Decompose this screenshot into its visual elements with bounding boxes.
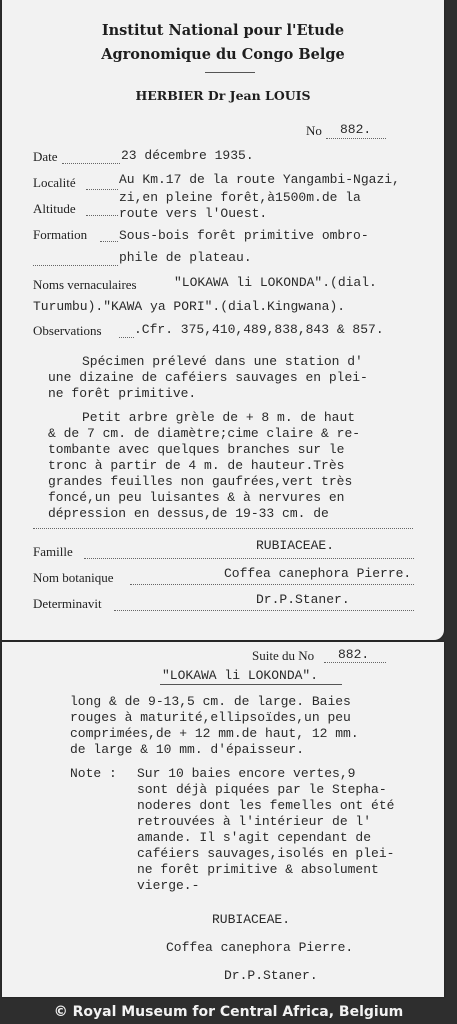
vernacular-line1: "LOKAWA li LOKONDA".(dial. bbox=[174, 275, 377, 290]
continuation-line1: long & de 9-13,5 cm. de large. Baies bbox=[70, 694, 351, 709]
continuation-title: "LOKAWA li LOKONDA". bbox=[162, 668, 319, 683]
determinavit-dotline bbox=[114, 610, 414, 611]
number-value: 882. bbox=[340, 122, 372, 137]
altitude-line: route vers l'Ouest. bbox=[119, 206, 268, 221]
continuation-line3: comprimées,de + 12 mm.de haut, 12 mm. bbox=[70, 726, 359, 741]
nom-botanique-dotline bbox=[130, 584, 414, 585]
vernacular-label: Noms vernaculaires bbox=[33, 277, 137, 292]
vernacular-line2: Turumbu)."KAWA ya PORI".(dial.Kingwana). bbox=[33, 299, 346, 314]
continuation-determinavit: Dr.P.Staner. bbox=[224, 968, 318, 983]
formation-dotline bbox=[100, 241, 118, 242]
number-dotline bbox=[326, 138, 386, 139]
localite-label: Localité bbox=[33, 175, 76, 190]
localite-dotline bbox=[86, 189, 118, 190]
nom-botanique-label: Nom botanique bbox=[33, 570, 114, 585]
herbier-title: HERBIER Dr Jean LOUIS bbox=[135, 88, 311, 103]
paragraph2-line7: dépression en dessus,de 19-33 cm. de bbox=[48, 506, 329, 521]
paragraph2-line3: tombante avec quelques branches sur le bbox=[48, 442, 345, 457]
herbarium-label-card bbox=[2, 0, 444, 640]
suite-label: Suite du No bbox=[252, 648, 315, 663]
date-value: 23 décembre 1935. bbox=[121, 148, 254, 163]
determinavit-value: Dr.P.Staner. bbox=[256, 592, 350, 607]
number-label: No bbox=[306, 123, 322, 138]
date-dotline bbox=[62, 163, 120, 164]
observations-dotline bbox=[119, 337, 134, 338]
observations-line1: .Cfr. 375,410,489,838,843 & 857. bbox=[134, 322, 384, 337]
famille-value: RUBIACEAE. bbox=[256, 538, 335, 553]
continuation-line4: de large & 10 mm. d'épaisseur. bbox=[70, 742, 305, 757]
institute-name-line1: Institut National pour l'Etude bbox=[101, 22, 345, 39]
observations-end-dotline bbox=[33, 528, 413, 529]
altitude-dotline bbox=[86, 215, 118, 216]
continuation-famille: RUBIACEAE. bbox=[212, 912, 291, 927]
paragraph2-line2: & de 7 cm. de diamètre;cime claire & re- bbox=[48, 426, 361, 441]
paragraph1-line3: ne forêt primitive. bbox=[48, 386, 197, 401]
note-label: Note : bbox=[70, 766, 117, 781]
paragraph2-line5: grandes feuilles non gaufrées,vert très bbox=[48, 474, 353, 489]
title-divider bbox=[205, 72, 255, 73]
localite-line1: Au Km.17 de la route Yangambi-Ngazi, bbox=[119, 172, 400, 187]
nom-botanique-value: Coffea canephora Pierre. bbox=[224, 566, 412, 581]
continuation-title-underline bbox=[160, 684, 342, 685]
paragraph2-line4: tronc à partir de 4 m. de hauteur.Très bbox=[48, 458, 345, 473]
determinavit-label: Determinavit bbox=[33, 596, 102, 611]
date-label: Date bbox=[33, 149, 58, 164]
continuation-line2: rouges à maturité,ellipsoïdes,un peu bbox=[70, 710, 351, 725]
formation-line1: Sous-bois forêt primitive ombro- bbox=[119, 228, 369, 243]
observations-label: Observations bbox=[33, 323, 102, 338]
paragraph1-line1: Spécimen prélevé dans une station d' bbox=[82, 354, 363, 369]
paragraph1-line2: une dizaine de caféiers sauvages en plei- bbox=[48, 370, 368, 385]
continuation-label-card bbox=[2, 642, 444, 997]
suite-value: 882. bbox=[338, 647, 370, 662]
institute-name-line2: Agronomique du Congo Belge bbox=[101, 46, 345, 63]
famille-label: Famille bbox=[33, 544, 73, 559]
altitude-label: Altitude bbox=[33, 201, 76, 216]
note-line8: vierge.- bbox=[137, 878, 200, 893]
paragraph2-line6: foncé,un peu luisantes & à nervures en bbox=[48, 490, 345, 505]
note-line5: amande. Il s'agit cependant de bbox=[137, 830, 372, 845]
note-line1: Sur 10 baies encore vertes,9 bbox=[137, 766, 356, 781]
note-line7: ne forêt primitive & absolument bbox=[137, 862, 379, 877]
note-line3: noderes dont les femelles ont été bbox=[137, 798, 395, 813]
formation-label: Formation bbox=[33, 227, 88, 242]
famille-dotline bbox=[84, 558, 414, 559]
paragraph2-line1: Petit arbre grèle de + 8 m. de haut bbox=[82, 410, 356, 425]
suite-dotline bbox=[324, 662, 386, 663]
note-line4: retrouvées à l'intérieur de l' bbox=[137, 814, 372, 829]
formation-dotline-2 bbox=[33, 265, 118, 266]
continuation-nom: Coffea canephora Pierre. bbox=[166, 940, 354, 955]
localite-line2: zi,en pleine forêt,à1500m.de la bbox=[119, 190, 361, 205]
formation-line2: phile de plateau. bbox=[119, 250, 252, 265]
note-line2: sont déjà piquées par le Stepha- bbox=[137, 782, 387, 797]
note-line6: caféiers sauvages,isolés en plei- bbox=[137, 846, 395, 861]
copyright-footer: © Royal Museum for Central Africa, Belgium bbox=[0, 1000, 457, 1024]
